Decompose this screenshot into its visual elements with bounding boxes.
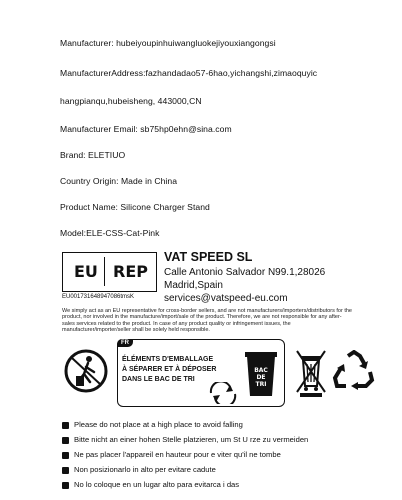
warning-es: No lo coloque en un lugar alto para evitarca i das (74, 480, 240, 489)
warning-icon (62, 452, 69, 459)
svg-text:TRI: TRI (255, 381, 267, 388)
eu-rep-id: EU001731648947086tmsK (62, 294, 135, 300)
rep-street: Calle Antonio Salvador N99.1,28026 (164, 267, 326, 278)
recycle-arrows-icon (208, 382, 238, 404)
product-name-line: Product Name: Silicone Charger Stand (60, 202, 210, 212)
triman-sorting-block (117, 339, 285, 407)
origin-line: Country Origin: Made in China (60, 176, 178, 186)
badge-divider (104, 257, 105, 286)
brand-line: Brand: ELETIUO (60, 150, 126, 160)
manufacturer-line: Manufacturer: hubeiyoupinhuiwangluokejiyouxiangongsi (60, 38, 276, 48)
warning-icon (62, 437, 69, 444)
triman-line-1: ÉLÉMENTS D'EMBALLAGE (122, 356, 214, 363)
recycle-icon (332, 350, 376, 392)
address-line-2: hangpianqu,hubeisheng, 443000,CN (60, 96, 202, 106)
eu-rep-disclaimer: We simply act as an EU representative for cross-border sellers, and are not manufacturers/importers/distributors for the product, nor involved in the manufacture/import/sale of the product. Therefore, we are not responsible for any after-sales services related to the product. In case of any product quality or infringement issues, the manufacturer/importer/seller shall be solely held responsible. (62, 308, 352, 334)
fr-tag: FR (117, 339, 133, 347)
warning-en: Please do not place at a high place to avoid falling (74, 420, 243, 429)
warning-icon (62, 422, 69, 429)
triman-line-2: À SÉPARER ET À DÉPOSER (122, 366, 217, 373)
tidyman-icon (64, 346, 108, 396)
rep-company-name: VAT SPEED SL (164, 250, 253, 264)
warning-it: Non posizionarlo in alto per evitare cadute (74, 465, 216, 474)
sorting-bin-icon (243, 348, 279, 398)
warning-icon (62, 482, 69, 489)
rep-email: services@vatspeed-eu.com (164, 293, 288, 304)
eu-rep-badge (62, 252, 157, 292)
crossed-bin-icon (294, 346, 328, 398)
email-line: Manufacturer Email: sb75hp0ehn@sina.com (60, 124, 232, 134)
model-line: Model:ELE-CSS-Cat-Pink (60, 228, 160, 238)
eu-label: EU (74, 262, 98, 281)
triman-line-3: DANS LE BAC DE TRI (122, 376, 195, 383)
rep-label: REP (113, 262, 148, 281)
rep-city: Madrid,Spain (164, 280, 223, 291)
warning-fr: Ne pas placer l'appareil en hauteur pour e viter qu'il ne tombe (74, 450, 281, 459)
svg-text:DE: DE (256, 374, 266, 381)
address-line-1: ManufacturerAddress:fazhandadao57-6hao,yichangshi,zimaoquyic (60, 68, 318, 78)
warning-icon (62, 467, 69, 474)
warning-de: Bitte nicht an einer hohen Stelle platzieren, um St U rze zu vermeiden (74, 435, 309, 444)
svg-text:BAC: BAC (254, 367, 268, 374)
